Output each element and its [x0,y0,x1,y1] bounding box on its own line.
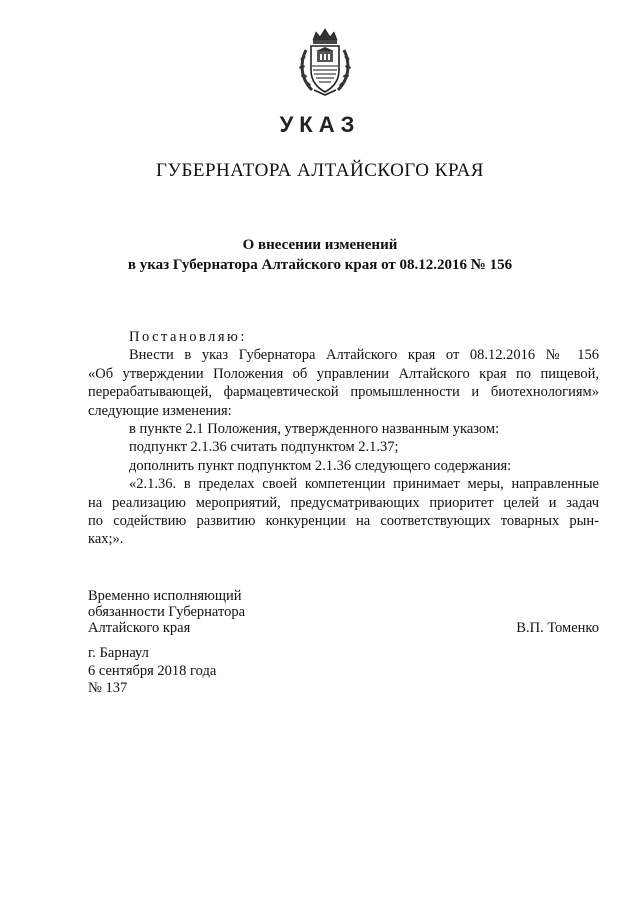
quote-line: ках;». [88,531,124,548]
issue-city: г. Барнаул [88,645,149,661]
quote-line: «2.1.36. в пределах своей компетенции принимает меры, направленные [129,476,599,493]
body-line: следующие изменения: [88,402,232,419]
quote-line: по содействию развитию конкуренции на соответствующих товарных рын- [88,513,599,530]
body-line: «Об утверждении Положения об управлении Алтайского края по пищевой, [88,365,599,382]
coat-of-arms-icon [294,26,356,98]
signer-position-line: Временно исполняющий [88,588,242,604]
issue-date: 6 сентября 2018 года [88,662,217,679]
subject-line: в указ Губернатора Алтайского края от 08.12.2016 № 156 [127,257,513,273]
body-line: Внести в указ Губернатора Алтайского края от 08.12.2016 № 156 [129,347,599,364]
document-body [88,328,599,549]
issue-number: № 137 [88,680,128,696]
signature-block [88,588,599,637]
quote-line: на реализацию мероприятий, предусматривающих приоритет целей и задач [88,494,599,511]
body-line: перерабатывающей, фармацевтической промышленности и биотехнологиям» [88,384,599,401]
resolve-phrase: Постановляю: [129,329,247,345]
signer-position-line: обязанности Губернатора [88,604,246,621]
issue-details [88,645,216,698]
body-line: в пункте 2.1 Положения, утвержденного названным указом: [129,421,500,438]
issuer-heading: ГУБЕРНАТОРА АЛТАЙСКОГО КРАЯ [156,160,484,181]
subject-line: О внесении изменений [242,237,398,253]
document-subject [0,235,640,275]
signer-name: В.П. Томенко [516,620,599,637]
body-line: подпункт 2.1.36 считать подпунктом 2.1.37; [129,439,399,456]
body-line: дополнить пункт подпунктом 2.1.36 следующего содержания: [129,457,512,474]
document-type-heading: УКАЗ [279,112,361,137]
signer-position-line: Алтайского края [88,620,191,637]
